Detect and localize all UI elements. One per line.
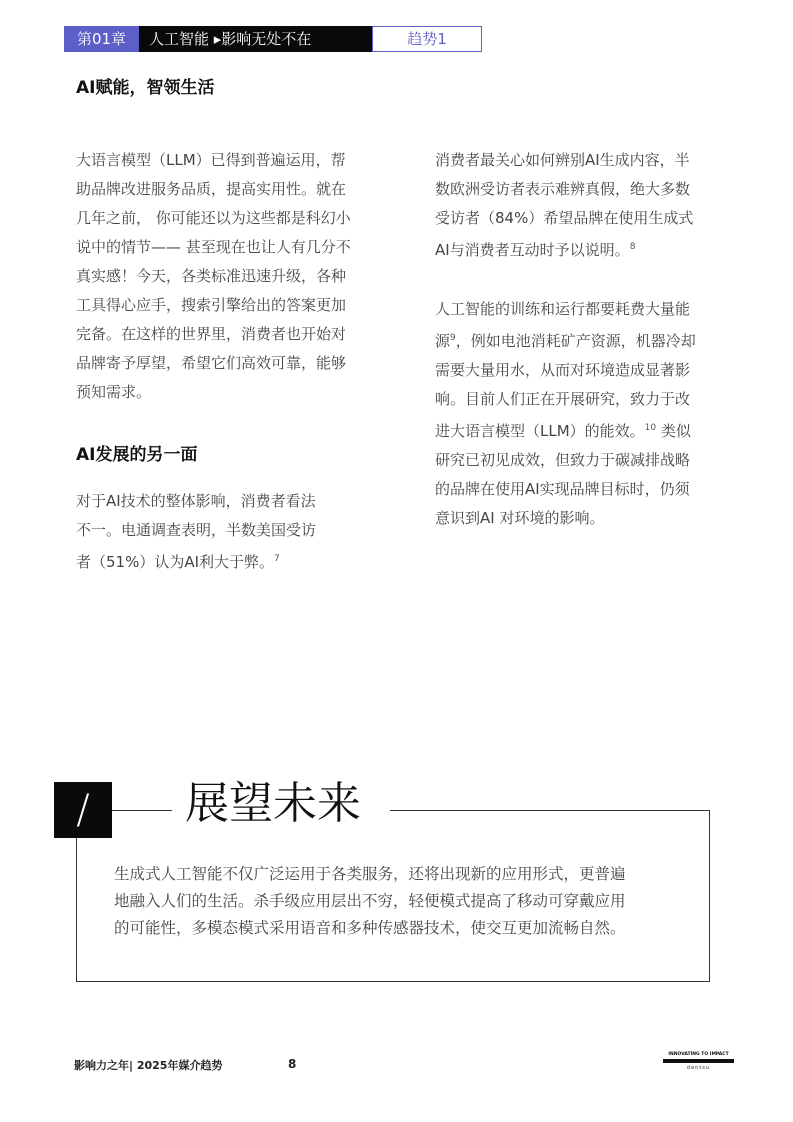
text-line: 品牌寄予厚望，希望它们高效可靠，能够 — [76, 354, 347, 372]
outlook-text — [114, 861, 689, 942]
text-line: 受访者（84%）希望品牌在使用生成式 — [435, 209, 694, 227]
outlook-title: 展望未来 — [185, 778, 361, 829]
footnote-ref-8: 8 — [629, 242, 636, 252]
text-line: 不一。电通调查表明，半数美国受访 — [76, 521, 317, 539]
text-line — [435, 414, 745, 446]
right-paragraph-2 — [435, 295, 745, 533]
footnote-ref-10: 10 — [644, 423, 657, 433]
text-line — [76, 545, 376, 577]
page-number: 8 — [288, 1057, 297, 1071]
text-line: 完备。在这样的世界里，消费者也开始对 — [76, 325, 347, 343]
text-line: 助品牌改进服务品质，提高实用性。就在 — [76, 180, 347, 198]
text-line: 的品牌在使用AI实现品牌目标时，仍须 — [435, 480, 690, 498]
text-line: 地融入人们的生活。杀手级应用层出不穷，轻便模式提高了移动可穿戴应用 — [114, 892, 626, 910]
slash-block: / — [54, 782, 112, 838]
text-line: 几年之前， 你可能还以为这些都是科幻小 — [76, 209, 351, 227]
section-heading-other-side: AI发展的另一面 — [76, 445, 198, 465]
footnote-ref-7: 7 — [274, 554, 280, 564]
text-segment: 源 — [435, 332, 451, 350]
chapter-tag: 第01章 — [64, 26, 139, 52]
right-paragraph-1 — [435, 146, 745, 265]
text-segment: 者（51%）认为AI利大于弊。 — [76, 553, 275, 571]
text-segment: 类似 — [656, 422, 691, 440]
footnote-ref-9: 9 — [450, 333, 456, 343]
chapter-header — [64, 26, 482, 52]
chapter-title: 人工智能 ▸影响无处不在 — [139, 26, 372, 52]
text-line: 的可能性，多模态模式采用语音和多种传感器技术，使交互更加流畅自然。 — [114, 919, 626, 937]
text-segment: AI与消费者互动时予以说明。 — [435, 241, 630, 259]
text-line: 真实感！今天，各类标准迅速升级，各种 — [76, 267, 347, 285]
text-line: 工具得心应手，搜索引擎给出的答案更加 — [76, 296, 347, 314]
text-segment: 进大语言模型（LLM）的能效。 — [435, 422, 645, 440]
text-line: 意识到AI 对环境的影响。 — [435, 509, 605, 527]
text-line: 对于AI技术的整体影响，消费者看法 — [76, 492, 316, 510]
text-line: 需要大量用水，从而对环境造成显著影 — [435, 361, 691, 379]
text-line — [435, 233, 745, 265]
text-line: 大语言模型（LLM）已得到普遍运用，帮 — [76, 151, 346, 169]
footer-publication: 影响力之年| 2025年媒介趋势 — [74, 1059, 223, 1072]
text-segment: ，例如电池消耗矿产资源，机器冷却 — [455, 332, 696, 350]
text-line: 说中的情节—— 甚至现在也让人有几分不 — [76, 238, 351, 256]
text-line — [435, 324, 745, 356]
text-line: 消费者最关心如何辨别AI生成内容，半 — [435, 151, 690, 169]
logo-tagline: INNOVATING TO IMPACT — [668, 1052, 729, 1057]
text-line: 人工智能的训练和运行都要耗费大量能 — [435, 300, 691, 318]
text-line: 研究已初见成效，但致力于碳减排战略 — [435, 451, 691, 469]
left-paragraph-2 — [76, 487, 376, 577]
left-paragraph-1 — [76, 146, 396, 407]
text-line: 数欧洲受访者表示难辨真假，绝大多数 — [435, 180, 691, 198]
trend-tag: 趋势1 — [372, 26, 482, 52]
text-line: 响。目前人们正在开展研究，致力于改 — [435, 390, 691, 408]
outlook-rule — [112, 810, 172, 811]
section-heading-ai-empowerment: AI赋能，智领生活 — [76, 78, 215, 98]
text-line: 生成式人工智能不仅广泛运用于各类服务，还将出现新的应用形式，更普遍 — [114, 865, 626, 883]
logo-bar — [663, 1059, 734, 1063]
text-line: 预知需求。 — [76, 383, 152, 401]
dentsu-logo — [663, 1052, 734, 1078]
logo-wordmark: dentsu — [686, 1065, 711, 1071]
